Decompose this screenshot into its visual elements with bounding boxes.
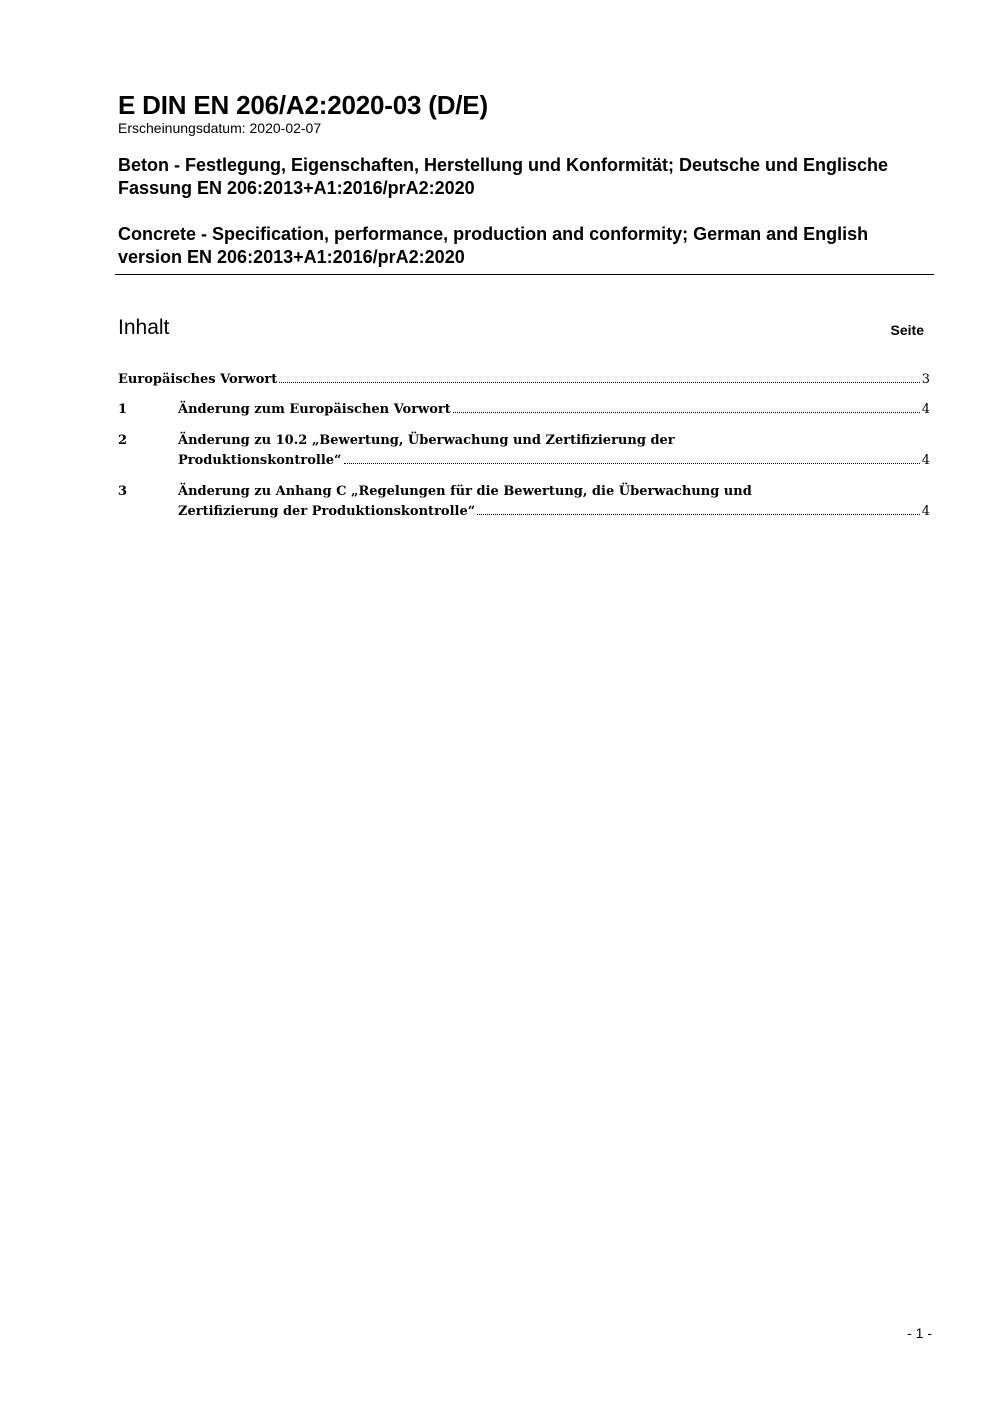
toc-leader-dots bbox=[279, 382, 919, 383]
title-english: Concrete - Specification, performance, production and conformity; German and English version EN 206:2013+A1:2016/prA2:2020 bbox=[118, 224, 869, 267]
toc-leader-dots bbox=[344, 463, 920, 464]
toc-entry-title-line-1: Änderung zu Anhang C „Regelungen für die Bewertung, die Überwachung und bbox=[178, 484, 752, 499]
toc-entry-body bbox=[178, 400, 930, 420]
toc-entry-number: 3 bbox=[118, 484, 128, 499]
toc-leader-dots bbox=[477, 514, 920, 515]
toc-entry-title: Europäisches Vorwort bbox=[118, 372, 278, 387]
toc-entry-2[interactable] bbox=[118, 431, 930, 471]
toc-entry-page: 4 bbox=[921, 504, 930, 519]
toc-entry-page: 4 bbox=[921, 402, 930, 417]
toc-entry-line bbox=[178, 502, 930, 522]
title-german: Beton - Festlegung, Eigenschaften, Herstellung und Konformität; Deutsche und Englische Fassung EN 206:2013+A1:2016/prA2:2020 bbox=[118, 155, 889, 198]
document-id: E DIN EN 206/A2:2020-03 (D/E) bbox=[118, 90, 488, 120]
toc-entry-body bbox=[178, 482, 930, 522]
page-number: - 1 - bbox=[907, 1325, 932, 1341]
toc-page-column-label: Seite bbox=[890, 322, 924, 338]
issue-date: Erscheinungsdatum: 2020-02-07 bbox=[118, 120, 322, 136]
toc-entry-3[interactable] bbox=[118, 482, 930, 522]
toc-entry-european-foreword[interactable] bbox=[118, 370, 930, 390]
toc-entry-body bbox=[118, 370, 930, 390]
toc-entry-title: Änderung zum Europäischen Vorwort bbox=[178, 402, 451, 417]
toc-entry-title-line-1: Änderung zu 10.2 „Bewertung, Überwachung und Zertifizierung der bbox=[178, 433, 675, 448]
toc-entry-body bbox=[178, 431, 930, 471]
toc-entry-title-line-2: Produktionskontrolle“ bbox=[178, 453, 342, 468]
toc-heading: Inhalt bbox=[118, 316, 170, 339]
toc-entry-1[interactable] bbox=[118, 400, 930, 420]
toc-entry-page: 3 bbox=[921, 372, 930, 387]
toc-entry-page: 4 bbox=[921, 453, 930, 468]
document-header bbox=[118, 90, 934, 269]
toc-entry-number: 1 bbox=[118, 402, 128, 417]
toc-entry-number: 2 bbox=[118, 433, 128, 448]
toc-entry-title-line-2: Zertifizierung der Produktionskontrolle“ bbox=[178, 504, 476, 519]
toc-leader-dots bbox=[453, 412, 920, 413]
toc-entry-line bbox=[118, 370, 930, 390]
toc-entry-line bbox=[178, 451, 930, 471]
header-divider bbox=[115, 274, 934, 275]
table-of-contents bbox=[118, 370, 930, 522]
toc-entry-line bbox=[178, 400, 930, 420]
